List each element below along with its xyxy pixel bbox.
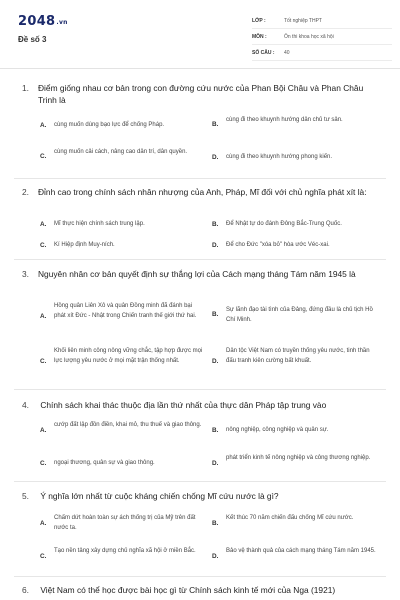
subject-label: MÔN : [252,34,267,40]
option-text: cùng đi theo khuynh hướng dân chủ tư sản. [226,117,343,123]
option-letter: A. [40,427,47,434]
logo-tld: .vn [56,19,68,26]
site-logo[interactable] [18,14,68,29]
option-letter: A. [40,520,47,527]
meta-row-subject [252,30,392,45]
option-text: cùng muốn cải cách, nâng cao dân trí, dân quyền. [54,149,188,155]
question-number: 2. [22,187,29,197]
option-text: Kết thúc 70 năm chiến đấu chống Mĩ cứu nước. [226,515,354,521]
question-6-stem [22,584,372,596]
question-number: 6. [22,585,29,595]
option-text: cùng đi theo khuynh hướng phong kiến. [226,154,333,160]
option-letter: C. [40,153,47,160]
option-text: ngoại thương, quân sự và giao thông. [54,460,155,466]
option-text: Để Nhật tự do đánh Đông Bắc-Trung Quốc. [226,221,342,227]
option-letter: D. [212,154,219,161]
option-letter: C. [40,553,47,560]
exam-code: Đề số 3 [18,35,47,44]
option-text: Kí Hiệp định Muy-ních. [54,242,115,248]
question-1-stem [22,82,372,106]
option-text: Mĩ thực hiện chính sách trung lập. [54,221,145,227]
question-number: 4. [22,400,29,410]
meta-row-grade [252,14,392,29]
option-letter: A. [40,221,47,228]
exam-header [0,0,400,69]
option-text: Chấm dứt hoàn toàn sự ách thống trị của Mỹ trên đất nước ta. [54,515,196,531]
option-letter: D. [212,358,219,365]
question-text: Đỉnh cao trong chính sách nhân nhượng của Anh, Pháp, Mĩ đối với chủ nghĩa phát xít là: [38,187,367,197]
question-text: Chính sách khai thác thuộc địa lần thứ nhất của thực dân Pháp tập trung vào [40,400,327,410]
subject-value: Ôn thi khoa học xã hội [284,34,334,40]
option-letter: D. [212,460,219,467]
option-letter: C. [40,242,47,249]
option-text: cướp đất lập đồn điền, khai mỏ, thu thuế và giao thông. [54,422,202,428]
option-letter: C. [40,358,47,365]
logo-text: 2048 [18,14,56,29]
question-5-stem [22,490,372,502]
option-text: Dân tộc Việt Nam có truyền thống yêu nước, tinh thần đấu tranh kiên cường bất khuất. [226,348,370,364]
option-text: cùng muốn dùng bạo lực để chống Pháp. [54,122,165,128]
option-text: Hồng quân Liên Xô và quân Đồng minh đã đánh bại phát xít Đức - Nhật trong Chiến tranh thế giới thứ hai. [54,303,197,319]
question-text: Nguyên nhân cơ bản quyết định sự thắng lợi của Cách mạng tháng Tám năm 1945 là [38,269,356,279]
question-divider [14,178,386,179]
option-text: Để cho Đức "xóa bỏ" hòa ước Véc-xai. [226,242,330,248]
question-divider [14,481,386,482]
grade-value: Tốt nghiệp THPT [284,18,322,24]
option-letter: C. [40,460,47,467]
option-letter: B. [212,311,219,318]
question-text: Việt Nam có thể học được bài học gì từ Chính sách kinh tế mới của Nga (1921) [40,585,336,595]
question-number: 3. [22,269,29,279]
question-number: 5. [22,491,29,501]
option-letter: A. [40,313,47,320]
option-text: Sự lãnh đạo tài tình của Đảng, đứng đầu là chủ tịch Hồ Chí Minh. [226,307,373,323]
option-letter: A. [40,122,47,129]
option-text: Tạo nền tảng xây dựng chủ nghĩa xã hội ở miền Bắc. [54,548,196,554]
option-letter: D. [212,242,219,249]
question-text: Ý nghĩa lớn nhất từ cuộc kháng chiến chống Mĩ cứu nước là gì? [40,491,279,501]
question-3-stem [22,268,372,280]
count-label: SỐ CÂU : [252,50,275,56]
exam-meta [252,14,392,62]
meta-row-count [252,46,392,61]
option-letter: B. [212,221,219,228]
question-divider [14,389,386,390]
question-text: Điểm giống nhau cơ bản trong con đường cứu nước của Phan Bội Châu và Phan Châu Trinh là [38,83,364,105]
option-text: Bảo vệ thành quả của cách mạng tháng Tám năm 1945. [226,548,376,554]
count-value: 40 [284,50,290,56]
question-number: 1. [22,83,29,93]
question-4-stem [22,399,372,411]
question-2-stem [22,186,372,198]
option-letter: D. [212,553,219,560]
question-divider [14,576,386,577]
question-divider [14,259,386,260]
grade-label: LỚP : [252,18,266,24]
option-letter: B. [212,427,219,434]
option-letter: B. [212,520,219,527]
option-text: phát triển kinh tế nông nghiệp và công thương nghiệp. [226,455,371,461]
option-text: nông nghiệp, công nghiệp và quân sự. [226,427,329,433]
option-text: Khối liên minh công nông vững chắc, tập hợp được mọi lực lượng yêu nước ở mọi mặt trận thống nhất. [54,348,203,364]
option-letter: B. [212,121,219,128]
